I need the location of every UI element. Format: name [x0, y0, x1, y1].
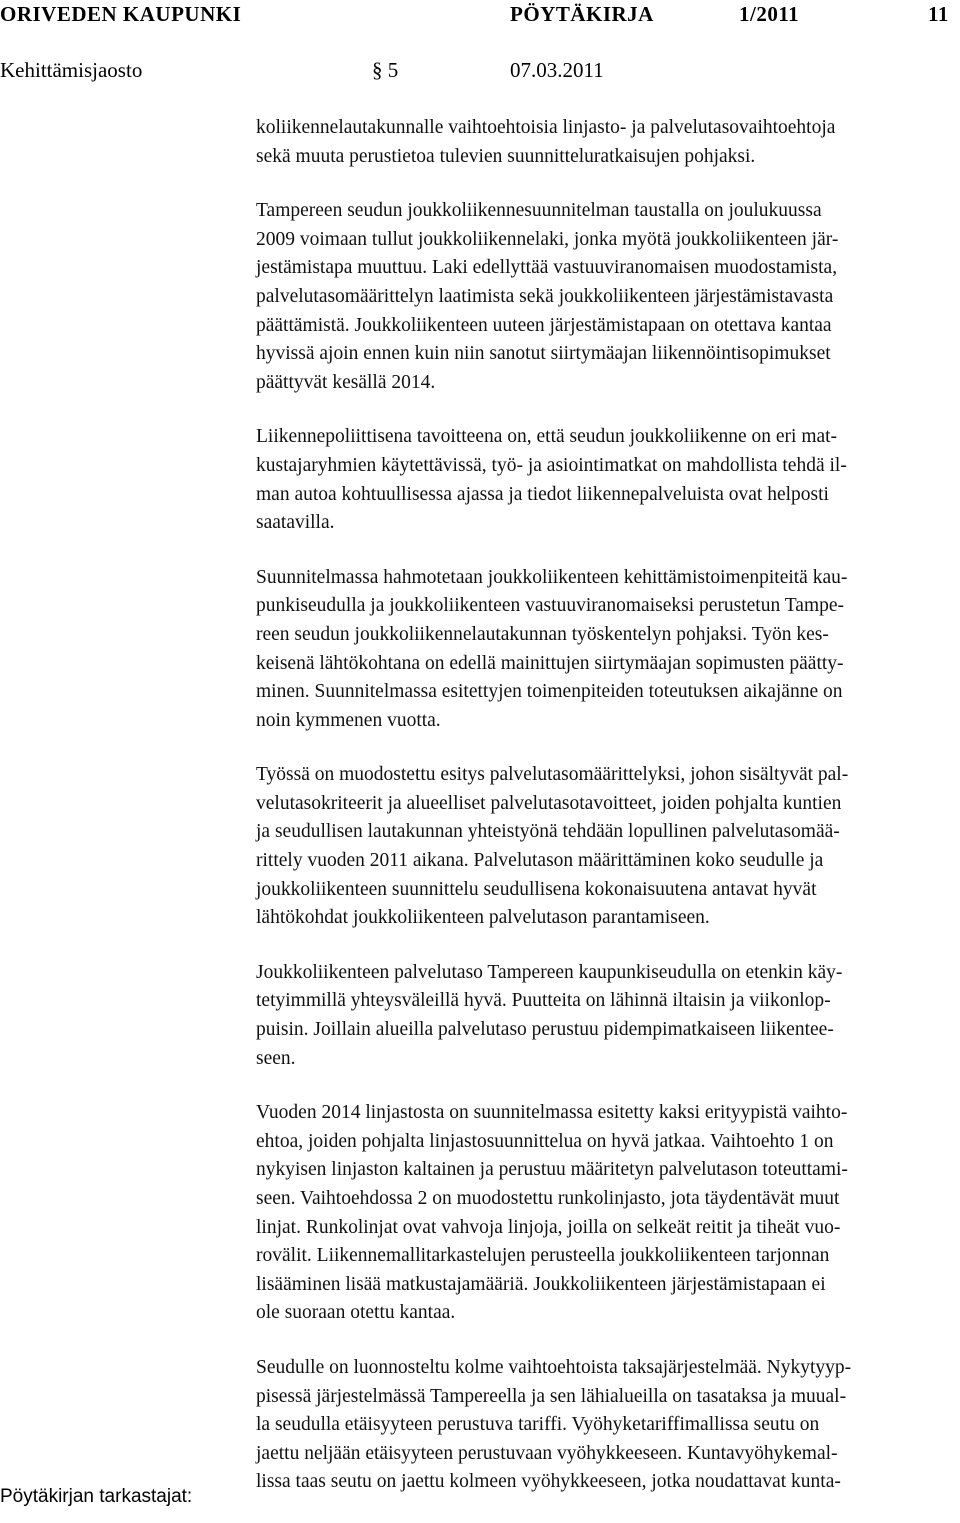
text-line: lisääminen lisää matkustajamääriä. Joukkoliikenteen järjestämistapaan ei: [256, 1273, 826, 1295]
text-line: ole suoraan otettu kantaa.: [256, 1302, 456, 1324]
text-line: Suunnitelmassa hahmotetaan joukkoliikenteen kehittämistoimenpiteitä kau-: [256, 566, 848, 588]
text-line: linjat. Runkolinjat ovat vahvoja linjoja, joilla on selkeät reitit ja tiheät vuo-: [256, 1216, 841, 1238]
paragraph: [256, 1099, 956, 1328]
text-line: jaettu neljään etäisyyteen perustuvaan vyöhykkeeseen. Kuntavyöhykemal-: [256, 1442, 838, 1464]
text-line: keisenä lähtökohtana on edellä mainittujen siirtymäajan sopimusten päätty-: [256, 652, 844, 674]
committee-name: Kehittämisjaosto: [0, 58, 143, 82]
text-line: ehtoa, joiden pohjalta linjastosuunnittelua on hyvä jatkaa. Vaihtoehto 1 on: [256, 1130, 834, 1152]
text-line: Liikennepoliittisena tavoitteena on, että seudun joukkoliikenne on eri mat-: [256, 426, 838, 448]
text-line: seen.: [256, 1047, 296, 1069]
paragraph: [256, 761, 956, 933]
document-body: [256, 114, 956, 1523]
text-line: 2009 voimaan tullut joukkoliikennelaki, jonka myötä joukkoliikenteen jär-: [256, 228, 839, 250]
text-line: punkiseudulla ja joukkoliikenteen vastuuviranomaiseksi perustetun Tampe-: [256, 595, 845, 617]
text-line: rovälit. Liikennemallitarkastelujen perusteella joukkoliikenteen tarjonnan: [256, 1245, 830, 1267]
text-line: tetyimmillä yhteysväleillä hyvä. Puutteita on lähinnä iltaisin ja viikonlop-: [256, 990, 831, 1012]
document-number: 1/2011: [739, 2, 800, 26]
text-line: lähtökohdat joukkoliikenteen palvelutason parantamiseen.: [256, 907, 710, 929]
text-line: nykyisen linjaston kaltainen ja perustuu määritetyn palvelutason toteuttami-: [256, 1159, 848, 1181]
text-line: palvelutasomäärittelyn laatimista sekä joukkoliikenteen järjestämistavasta: [256, 285, 834, 307]
text-line: seen. Vaihtoehdossa 2 on muodostettu runkolinjasto, jota täydentävät muut: [256, 1188, 840, 1209]
text-line: lissa taas seutu on jaettu kolmeen vyöhykkeeseen, jotka noudattavat kunta-: [256, 1471, 841, 1493]
text-line: koliikennelautakunnalle vaihtoehtoisia linjasto- ja palvelutasovaihtoehtoja: [256, 117, 836, 138]
meeting-date: 07.03.2011: [510, 58, 604, 82]
text-line: pisessä järjestelmässä Tampereella ja sen lähialueilla on tasataksa ja muual-: [256, 1385, 847, 1407]
text-line: noin kymmenen vuotta.: [256, 709, 441, 731]
text-line: jestämistapa muuttuu. Laki edellyttää vastuuviranomaisen muodostamista,: [256, 257, 838, 279]
text-line: kustajaryhmien käytettävissä, työ- ja asiointimatkat on mahdollista tehdä il-: [256, 454, 847, 476]
text-line: man autoa kohtuullisessa ajassa ja tiedot liikennepalveluista ovat helposti: [256, 483, 829, 505]
paragraph: [256, 564, 956, 736]
text-line: Joukkoliikenteen palvelutaso Tampereen kaupunkiseudulla on etenkin käy-: [256, 961, 843, 983]
section-number: § 5: [372, 58, 399, 82]
text-line: Vuoden 2014 linjastosta on suunnitelmassa esitetty kaksi erityypistä vaihto-: [256, 1102, 848, 1124]
text-line: Työssä on muodostettu esitys palvelutasomäärittelyksi, johon sisältyvät pal-: [256, 764, 849, 786]
text-line: puisin. Joillain alueilla palvelutaso perustuu pidempimatkaiseen liikentee-: [256, 1019, 834, 1041]
text-line: la seudulla etäisyyteen perustuva tariffi. Vyöhyketariffimallissa seutu on: [256, 1414, 820, 1436]
text-line: päättyvät kesällä 2014.: [256, 371, 436, 393]
text-line: sekä muuta perustietoa tulevien suunnitteluratkaisujen pohjaksi.: [256, 145, 756, 167]
text-line: hyvissä ajoin ennen kuin niin sanotut siirtymäajan liikennöintisopimukset: [256, 343, 831, 365]
document-type: PÖYTÄKIRJA: [510, 2, 654, 26]
paragraph: [256, 1354, 956, 1497]
organization-name: ORIVEDEN KAUPUNKI: [0, 2, 242, 26]
text-line: ja seudullisen lautakunnan yhteistyönä tehdään lopullinen palvelutasomää-: [256, 821, 840, 843]
paragraph: [256, 423, 956, 537]
paragraph: [256, 114, 956, 171]
text-line: rittely vuoden 2011 aikana. Palvelutason määrittäminen koko seudulle ja: [256, 850, 824, 872]
page-number: 11: [928, 2, 949, 26]
text-line: saatavilla.: [256, 512, 335, 534]
text-line: joukkoliikenteen suunnittelu seudullisena kokonaisuutena antavat hyvät: [256, 878, 817, 900]
text-line: reen seudun joukkoliikennelautakunnan työskentelyn pohjaksi. Työn kes-: [256, 623, 829, 645]
minutes-reviewers-label: Pöytäkirjan tarkastajat:: [0, 1486, 193, 1507]
text-line: Seudulle on luonnosteltu kolme vaihtoehtoista taksajärjestelmää. Nykytyyp-: [256, 1356, 852, 1378]
text-line: minen. Suunnitelmassa esitettyjen toimenpiteiden toteutuksen aikajänne on: [256, 681, 843, 703]
text-line: päättämistä. Joukkoliikenteen uuteen järjestämistapaan on otettava kantaa: [256, 314, 832, 336]
text-line: Tampereen seudun joukkoliikennesuunnitelman taustalla on joulukuussa: [256, 200, 822, 222]
paragraph: [256, 197, 956, 397]
text-line: velutasokriteerit ja alueelliset palvelutasotavoitteet, joiden pohjalta kuntien: [256, 792, 842, 814]
paragraph: [256, 959, 956, 1073]
